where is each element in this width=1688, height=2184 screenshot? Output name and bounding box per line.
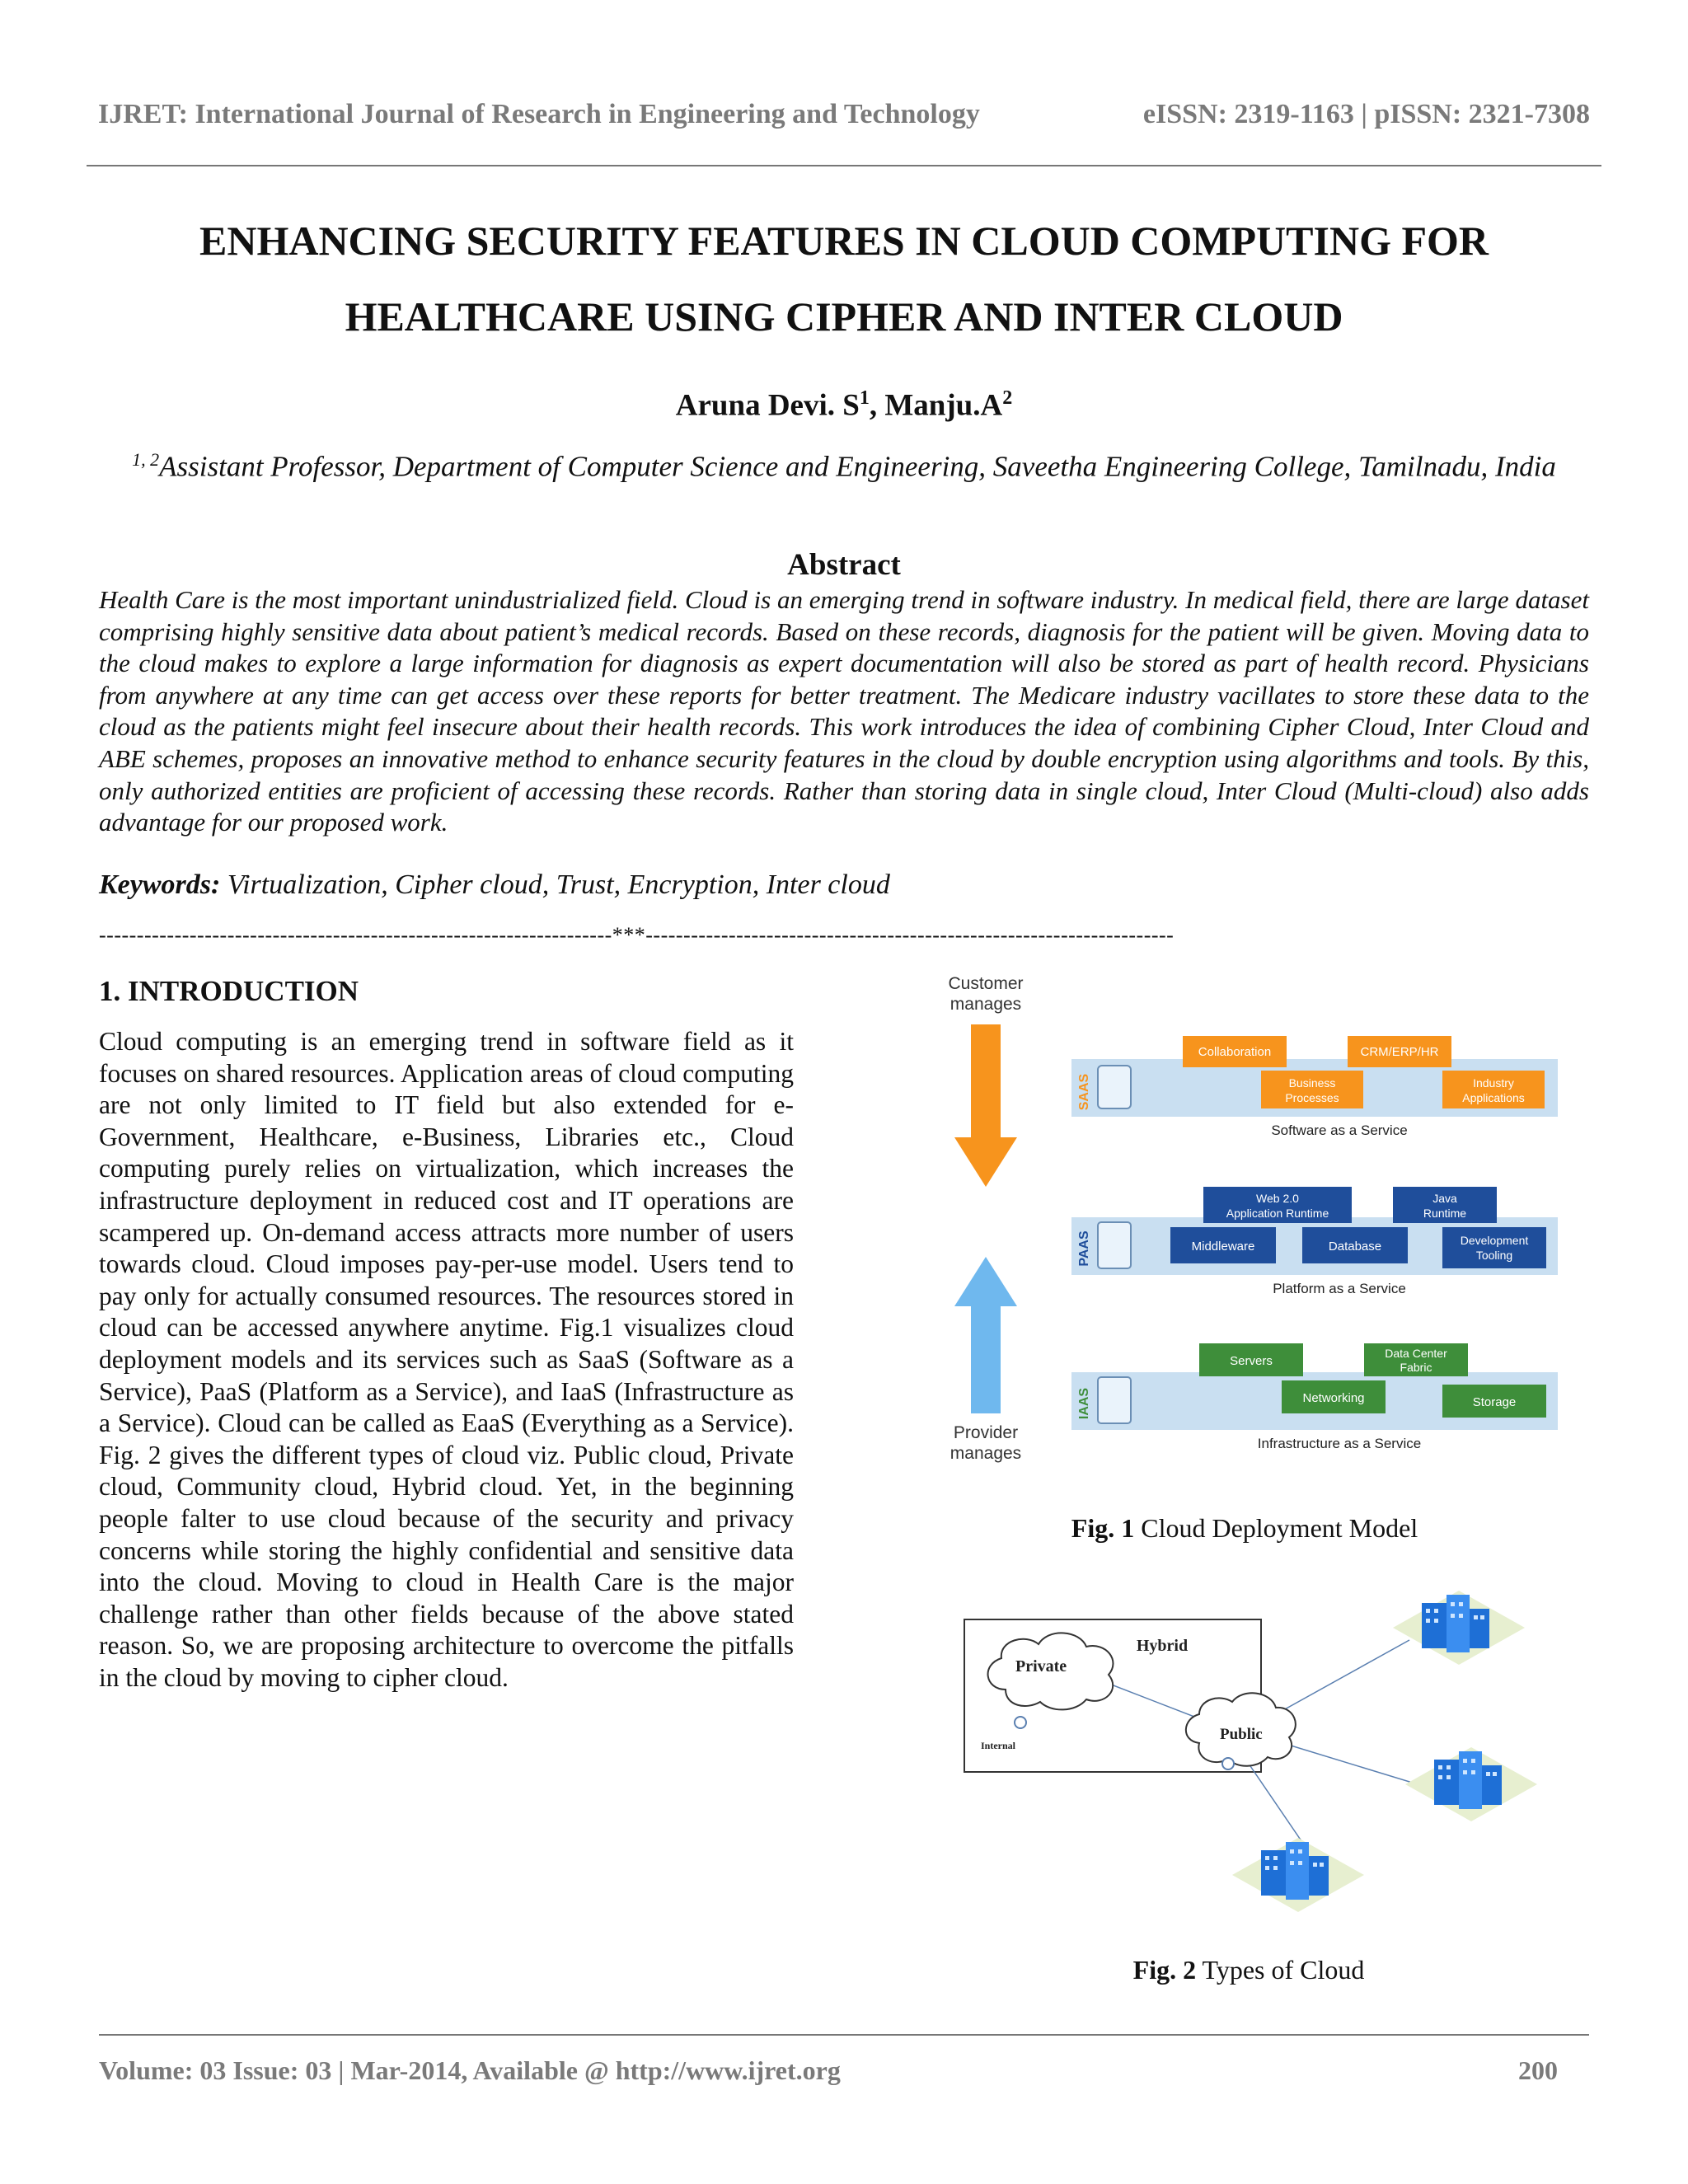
- keywords: [99, 869, 1589, 901]
- saas-collaboration-label: Collaboration: [1198, 1045, 1272, 1059]
- paas-database-label: Database: [1328, 1240, 1382, 1254]
- figure-cloud-deployment-model: [915, 968, 1574, 1479]
- paas-java-label-1: Java: [1432, 1192, 1457, 1205]
- private-connector-icon: [1015, 1717, 1026, 1728]
- author-1: Aruna Devi. S: [675, 388, 860, 423]
- affiliation-mark: 1, 2: [132, 449, 160, 470]
- footer-volume-info: Volume: 03 Issue: 03 | Mar-2014, Available @ http://www.ijret.org: [99, 2055, 841, 2085]
- iaas-datacenter-label-2: Fabric: [1400, 1361, 1432, 1374]
- paper-title: [91, 203, 1597, 354]
- title-line-2: HEALTHCARE USING CIPHER AND INTER CLOUD: [345, 293, 1343, 340]
- page-number: 200: [1518, 2055, 1558, 2085]
- affiliation: [115, 442, 1573, 485]
- paas-devtool-label-2: Tooling: [1475, 1249, 1513, 1262]
- paas-server-icon: [1098, 1222, 1131, 1268]
- header-rule: [87, 165, 1601, 166]
- customer-label-2: manages: [950, 995, 1022, 1014]
- keywords-label: Keywords:: [99, 869, 221, 900]
- paas-devtool-label-1: Development: [1460, 1234, 1529, 1247]
- section-heading-introduction: 1. INTRODUCTION: [99, 975, 359, 1007]
- saas-side-label: SAAS: [1077, 1073, 1091, 1111]
- paas-web-label-1: Web 2.0: [1256, 1192, 1299, 1205]
- author-2-affil-mark: 2: [1002, 387, 1013, 409]
- saas-monitor-icon: [1098, 1066, 1131, 1108]
- saas-caption: Software as a Service: [1271, 1122, 1408, 1138]
- author-separator: ,: [869, 388, 885, 423]
- affiliation-text: Assistant Professor, Department of Computer Science and Engineering, Saveetha Engineering College, Tamilnadu, India: [159, 450, 1556, 483]
- cloud-deployment-diagram: [915, 968, 1574, 1479]
- author-2: Manju.A: [884, 388, 1003, 423]
- authors: [91, 387, 1597, 423]
- figure-1-caption: [915, 1513, 1574, 1544]
- saas-industry-label-1: Industry: [1473, 1076, 1514, 1090]
- down-arrow-icon: [954, 1024, 1017, 1187]
- iaas-caption: Infrastructure as a Service: [1257, 1436, 1422, 1451]
- provider-label-2: manages: [950, 1444, 1022, 1463]
- building-icon-1: [1393, 1591, 1525, 1665]
- keywords-text: Virtualization, Cipher cloud, Trust, Encryption, Inter cloud: [220, 869, 890, 900]
- issn: eISSN: 2319-1163 | pISSN: 2321-7308: [1142, 99, 1590, 129]
- cloud-types-diagram: [948, 1566, 1550, 1929]
- iaas-side-label: IAAS: [1077, 1387, 1091, 1420]
- running-header: [87, 99, 1601, 135]
- figure-2-label: Fig. 2: [1132, 1955, 1197, 1985]
- customer-label-1: Customer: [948, 974, 1024, 993]
- running-footer: [99, 2055, 1558, 2086]
- iaas-server-icon: [1098, 1377, 1131, 1423]
- abstract-heading: Abstract: [787, 548, 901, 582]
- figure-types-of-cloud: [948, 1566, 1550, 1929]
- figure-2-caption-text: Types of Cloud: [1196, 1955, 1365, 1985]
- private-label: Private: [1015, 1657, 1067, 1675]
- saas-industry-label-2: Applications: [1462, 1091, 1525, 1104]
- figure-1-caption-text: Cloud Deployment Model: [1134, 1513, 1418, 1543]
- abstract-text: Health Care is the most important unindustrialized field. Cloud is an emerging trend in software industry. In medical field, there are large dataset comprising highly sensitive data about patient’s medical records. Based on these records, diagnosis for the patient will be given. Moving data to the cloud makes to explore a large information for diagnosis as expert documentation will also be stored as part of health record. Physicians from anywhere at any time can get access over these reports for better treatment. The Medicare industry vacillates to store these data to the cloud as the patients might feel insecure about their health records. This work introduces the idea of combining Cipher Cloud, Inter Cloud and ABE schemes, proposes an innovative method to enhance security features in the cloud by double encryption using algorithms and tools. By this, only authorized entities are proficient of accessing these records. Rather than storing data in single cloud, Inter Cloud (Multi-cloud) also adds advantage for our proposed work.: [99, 585, 1589, 837]
- footer-rule: [99, 2034, 1589, 2036]
- introduction-text: Cloud computing is an emerging trend in software field as it focuses on shared resources. Application areas of cloud computing are not only limited to IT field but also extended for e-Government, Healthcare, e-Business, Libraries etc., Cloud computing purely relies on virtualization, which increases the infrastructure deployment in reduced cost and IT operations are scampered up. On-demand access attracts more number of users towards cloud. Cloud imposes pay-per-use model. Users tend to pay only for actually consumed resources. The resources stored in cloud can be accessed anywhere anytime. Fig.1 visualizes cloud deployment models and its services such as SaaS (Software as a Service), PaaS (Platform as a Service), and IaaS (Infrastructure as a Service). Cloud can be called as EaaS (Everything as a Service). Fig. 2 gives the different types of cloud viz. Public cloud, Private cloud, Community cloud, Hybrid cloud. Yet, in the beginning people falter to use cloud because of the security and privacy concerns while storing the highly confidential and sensitive data into the cloud. Moving to cloud in Health Care is the major challenge rather than other fields because of the above stated reason. So, we are proposing architecture to overcome the pitfalls in the cloud by moving to cipher cloud.: [99, 1027, 794, 1692]
- paas-side-label: PAAS: [1077, 1230, 1091, 1267]
- iaas-servers-label: Servers: [1230, 1354, 1273, 1368]
- section-separator: --------------------------------------------------------------------***----------------------------------------------------------------------: [99, 923, 1175, 947]
- paas-middleware-label: Middleware: [1191, 1240, 1255, 1254]
- paas-caption: Platform as a Service: [1273, 1281, 1406, 1296]
- saas-crm-label: CRM/ERP/HR: [1360, 1045, 1439, 1059]
- figure-2-caption: [948, 1955, 1550, 1985]
- saas-business-label-2: Processes: [1285, 1091, 1339, 1104]
- title-line-1: ENHANCING SECURITY FEATURES IN CLOUD COMPUTING FOR: [199, 218, 1489, 264]
- provider-label-1: Provider: [953, 1423, 1019, 1442]
- author-1-affil-mark: 1: [859, 387, 870, 409]
- iaas-datacenter-label-1: Data Center: [1385, 1347, 1447, 1360]
- saas-business-label-1: Business: [1288, 1076, 1336, 1090]
- figure-1-label: Fig. 1: [1071, 1513, 1135, 1543]
- paas-java-label-2: Runtime: [1423, 1207, 1467, 1220]
- public-label: Public: [1220, 1726, 1263, 1743]
- hybrid-label: Hybrid: [1136, 1637, 1189, 1655]
- paas-web-label-2: Application Runtime: [1226, 1207, 1329, 1220]
- public-connector-icon: [1222, 1758, 1234, 1769]
- iaas-storage-label: Storage: [1472, 1395, 1517, 1409]
- up-arrow-icon: [954, 1257, 1017, 1413]
- iaas-networking-label: Networking: [1302, 1391, 1365, 1405]
- building-icon-3: [1232, 1838, 1364, 1912]
- journal-name: IJRET: International Journal of Research in Engineering and Technology: [98, 99, 980, 129]
- internal-label: Internal: [981, 1740, 1015, 1751]
- building-icon-2: [1405, 1747, 1537, 1821]
